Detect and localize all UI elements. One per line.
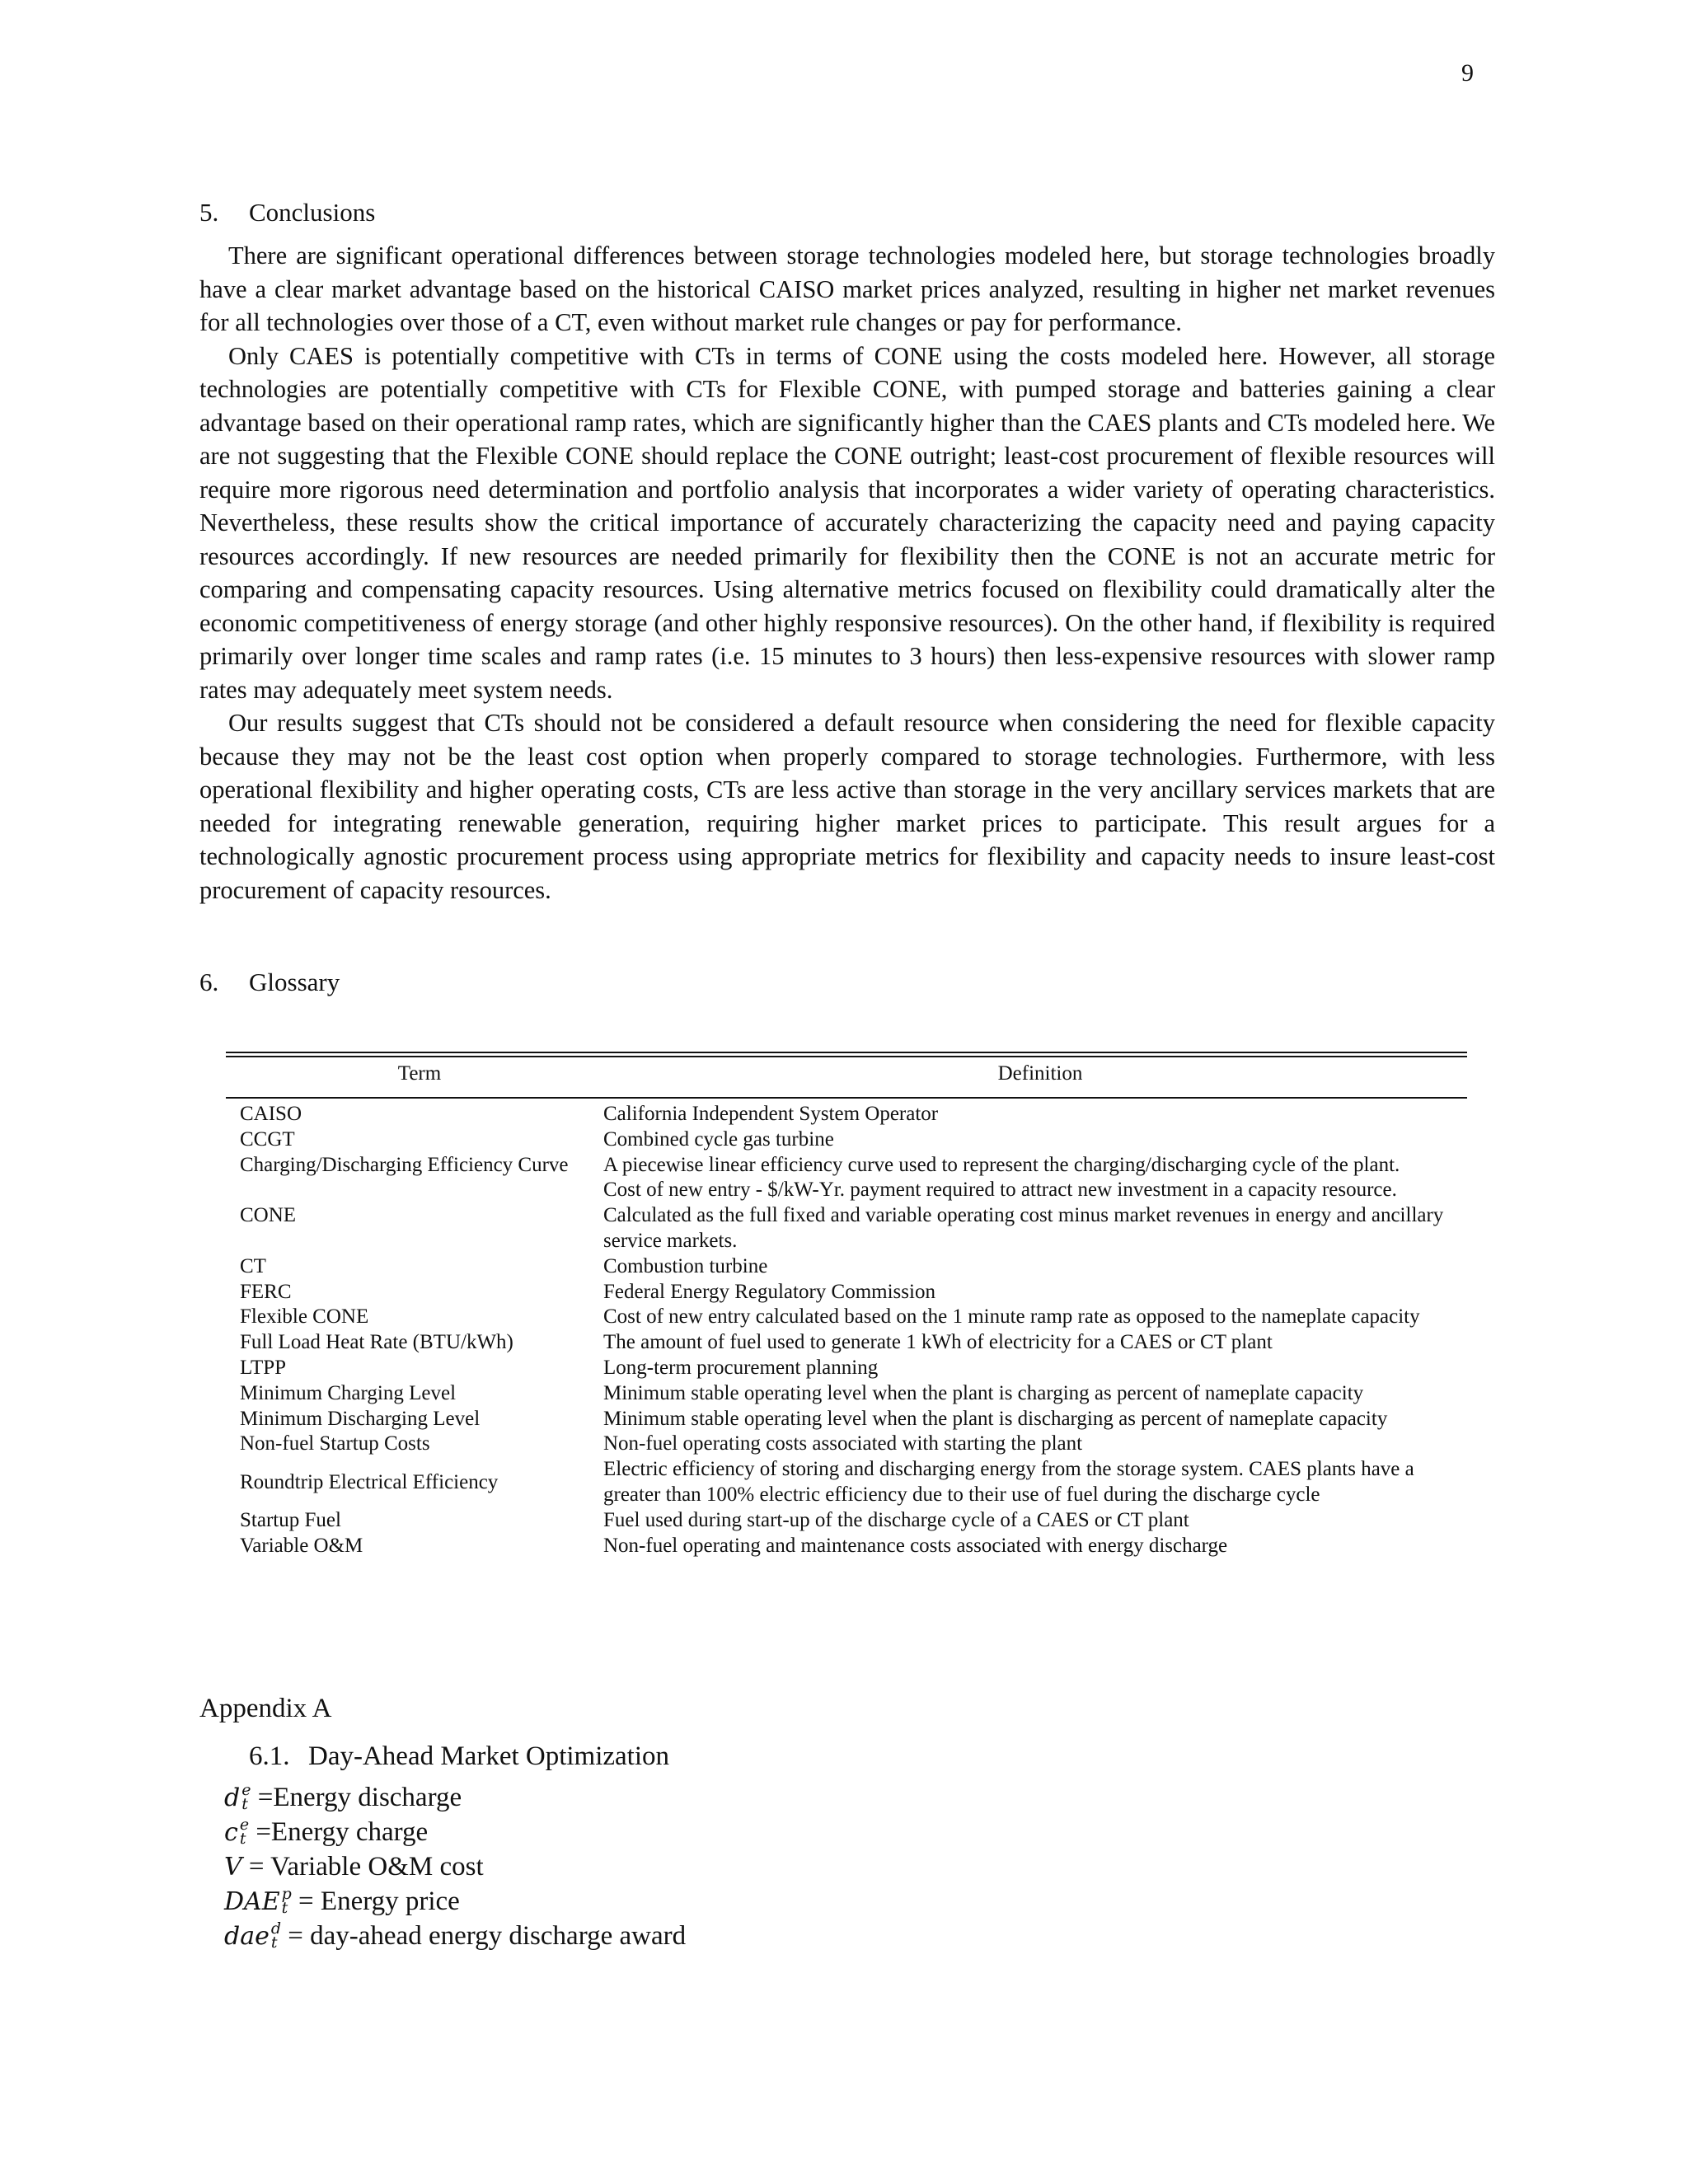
glossary-header-row [226, 1057, 1467, 1097]
conclusions-paragraph-3: Our results suggest that CTs should not be considered a default resource when considering the need for flexible capacity because they may not be the least cost option when properly compared to storage technologies. Furthermore, with less operational flexibility and higher operating costs, CTs are less active than storage in the very ancillary services markets that are needed for integrating renewable generation, requiring higher market prices to participate. This result argues for a technologically agnostic procurement process using appropriate metrics for flexibility and capacity needs to insure least-cost procurement of capacity resources. [199, 709, 1495, 904]
table-row [226, 1508, 1467, 1534]
glossary-term: Charging/Discharging Efficiency Curve [240, 1153, 569, 1176]
conclusions-paragraph-2: Only CAES is potentially competitive with CTs in terms of CONE using the costs modeled here. However, all storage technologies are potentially competitive with CTs for Flexible CONE, with pumped storage and batteries gaining a clear advantage based on their operational ramp rates, which are significantly higher than the CAES plants and CTs modeled here. We are not suggesting that the Flexible CONE should replace the CONE outright; least-cost procurement of flexible resources will require more rigorous need determination and portfolio analysis that incorporates a wider variety of operating characteristics. Nevertheless, these results show the critical importance of accurately characterizing the capacity need and paying capacity resources accordingly. If new resources are needed primarily for flexibility then the CONE is not an accurate metric for comparing and compensating capacity resources. Using alternative metrics focused on flexibility could dramatically alter the economic competitiveness of energy storage (and other highly responsive resources). On the other hand, if flexibility is required primarily over longer time scales and ramp rates (i.e. 15 minutes to 3 hours) then less-expensive resources with slower ramp rates may adequately meet system needs. [199, 341, 1495, 704]
math-symbol: V [224, 1853, 242, 1882]
glossary-term: CAISO [240, 1103, 302, 1125]
glossary-definition-header: Definition [997, 1062, 1083, 1085]
glossary-term: CCGT [240, 1127, 295, 1151]
glossary-title: Glossary [249, 968, 340, 996]
glossary-definition: A piecewise linear efficiency curve used to represent the charging/discharging cycle of the plant. [603, 1153, 1400, 1176]
glossary-definition: California Independent System Operator [603, 1103, 939, 1125]
variable-definition: = day-ahead energy discharge award [288, 1921, 687, 1951]
glossary-term: LTPP [240, 1356, 287, 1379]
appendix-title: Appendix A [199, 1694, 332, 1723]
glossary-term: Minimum Charging Level [240, 1381, 457, 1404]
appendix-subsection-number: 6.1. [249, 1741, 290, 1771]
glossary-term: Roundtrip Electrical Efficiency [240, 1470, 499, 1493]
table-row [226, 1432, 1467, 1457]
glossary-definition: Cost of new entry - $/kW-Yr. payment required to attract new investment in a capacity resource. Calculated as the full fixed and variable operating cost minus market revenues in energy and ancillary service markets. [603, 1179, 1444, 1252]
table-row [226, 1178, 1467, 1254]
glossary-term: Non-fuel Startup Costs [240, 1432, 430, 1455]
page-number: 9 [1461, 59, 1474, 87]
table-row [226, 1330, 1467, 1356]
glossary-top-rule [226, 1052, 1467, 1057]
glossary-term-header: Term [397, 1062, 442, 1085]
glossary-definition: Long-term procurement planning [603, 1356, 879, 1379]
table-row [226, 1305, 1467, 1330]
table-row [226, 1153, 1467, 1179]
glossary-term: Flexible CONE [240, 1305, 369, 1329]
conclusions-heading [199, 198, 375, 227]
table-row [226, 1254, 1467, 1280]
glossary-term: Full Load Heat Rate (BTU/kWh) [240, 1331, 513, 1354]
glossary-heading [199, 968, 340, 997]
appendix-subsection-title: Day-Ahead Market Optimization [308, 1741, 670, 1771]
math-symbol: d e t [224, 1781, 251, 1813]
variable-row [224, 1884, 686, 1919]
table-row [226, 1407, 1467, 1432]
glossary-definition: Fuel used during start-up of the discharge cycle of a CAES or CT plant [603, 1508, 1189, 1531]
glossary-definition: Non-fuel operating and maintenance costs associated with energy discharge [603, 1534, 1228, 1557]
glossary-term: CONE [240, 1204, 297, 1227]
glossary-term: FERC [240, 1280, 292, 1303]
table-row [226, 1280, 1467, 1305]
table-row [226, 1127, 1467, 1153]
glossary-definition: Electric efficiency of storing and discharging energy from the storage system. CAES plants have a greater than 100% electric efficiency due to their use of fuel during the discharge cycle [603, 1458, 1414, 1506]
conclusions-number: 5. [199, 198, 219, 227]
glossary-term: Startup Fuel [240, 1508, 341, 1531]
glossary-term: Minimum Discharging Level [240, 1407, 481, 1430]
glossary-definition: Cost of new entry calculated based on the 1 minute ramp rate as opposed to the nameplate capacity [603, 1305, 1420, 1329]
table-row [226, 1457, 1467, 1508]
glossary-definition: Non-fuel operating costs associated with starting the plant [603, 1432, 1083, 1455]
appendix-subsection-heading [249, 1741, 669, 1772]
table-row [226, 1534, 1467, 1559]
glossary-definition: Combined cycle gas turbine [603, 1127, 834, 1151]
math-symbol: dae d t [224, 1919, 282, 1952]
glossary-definition: The amount of fuel used to generate 1 kWh of electricity for a CAES or CT plant [603, 1331, 1273, 1354]
variable-definitions [224, 1780, 686, 1953]
conclusions-body [199, 239, 1495, 907]
math-symbol: DAE p t [224, 1885, 292, 1917]
variable-row [224, 1849, 686, 1884]
glossary-rows [226, 1099, 1467, 1558]
math-symbol: c e t [224, 1816, 250, 1848]
table-row [226, 1381, 1467, 1407]
variable-row [224, 1919, 686, 1953]
glossary-term: CT [240, 1254, 266, 1277]
table-row [226, 1102, 1467, 1127]
variable-definition: =Energy discharge [257, 1783, 462, 1812]
glossary-definition: Federal Energy Regulatory Commission [603, 1280, 935, 1303]
variable-row [224, 1780, 686, 1815]
glossary-definition: Minimum stable operating level when the plant is charging as percent of nameplate capacity [603, 1381, 1364, 1404]
variable-definition: =Energy charge [256, 1817, 429, 1847]
glossary-definition: Minimum stable operating level when the plant is discharging as percent of nameplate capacity [603, 1407, 1388, 1430]
variable-row [224, 1815, 686, 1849]
conclusions-title: Conclusions [249, 198, 376, 227]
variable-definition: = Variable O&M cost [248, 1852, 484, 1882]
conclusions-paragraph-1: There are significant operational differences between storage technologies modeled here, but storage technologies broadly have a clear market advantage based on the historical CAISO market prices analyzed, resulting in higher net market revenues for all technologies over those of a CT, even without market rule changes or pay for performance. [199, 241, 1495, 336]
glossary-term: Variable O&M [240, 1534, 363, 1557]
glossary-definition: Combustion turbine [603, 1254, 768, 1277]
glossary-table [226, 1052, 1467, 1558]
table-row [226, 1356, 1467, 1381]
variable-definition: = Energy price [298, 1886, 460, 1916]
glossary-number: 6. [199, 968, 219, 996]
